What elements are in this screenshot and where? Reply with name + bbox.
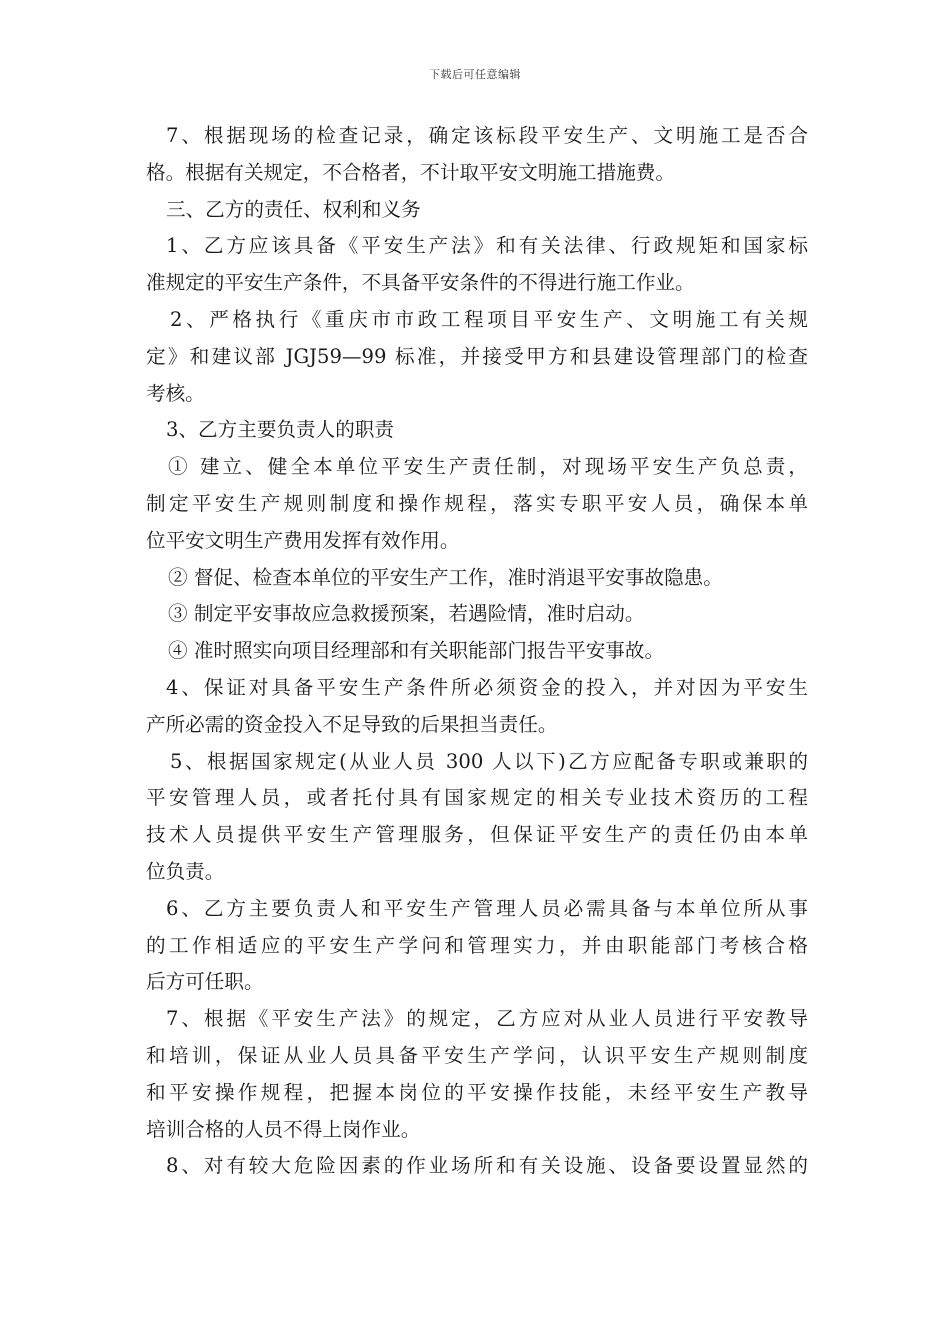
text-line: 制定平安生产规则制度和操作规程，落实专职平安人员，确保本单 bbox=[146, 491, 808, 515]
text-line: ④ 准时照实向项目经理部和有关职能部门报告平安事故。 bbox=[168, 639, 665, 663]
text-line: 的工作相适应的平安生产学问和管理实力，并由职能部门考核合格 bbox=[146, 933, 808, 957]
text-line: 4、保证对具备平安生产条件所必须资金的投入，并对因为平安生 bbox=[166, 675, 808, 699]
text-line: 后方可任职。 bbox=[146, 970, 264, 994]
text-line: 6、乙方主要负责人和平安生产管理人员必需具备与本单位所从事 bbox=[166, 896, 808, 920]
text-line: 准规定的平安生产条件，不具备平安条件的不得进行施工作业。 bbox=[146, 271, 695, 295]
text-line: 5、根据国家规定(从业人员 300 人以下)乙方应配备专职或兼职的 bbox=[170, 749, 808, 773]
page-header: 下载后可任意编辑 bbox=[429, 68, 521, 81]
text-line: 三、乙方的责任、权利和义务 bbox=[166, 197, 421, 221]
text-line: ② 督促、检查本单位的平安生产工作，准时消退平安事故隐患。 bbox=[168, 565, 723, 589]
text-line: 考核。 bbox=[146, 381, 205, 405]
text-line: 和平安操作规程，把握本岗位的平安操作技能，未经平安生产教导 bbox=[146, 1080, 808, 1104]
text-line: 7、根据《平安生产法》的规定，乙方应对从业人员进行平安教导 bbox=[166, 1007, 808, 1031]
text-line: 1、乙方应该具备《平安生产法》和有关法律、行政规矩和国家标 bbox=[166, 234, 808, 258]
text-line: 培训合格的人员不得上岗作业。 bbox=[146, 1117, 421, 1141]
text-line: 位平安文明生产费用发挥有效作用。 bbox=[146, 528, 460, 552]
document-body bbox=[146, 118, 808, 1185]
text-line: 7、根据现场的检查记录，确定该标段平安生产、文明施工是否合 bbox=[166, 124, 808, 147]
text-line: 格。根据有关规定，不合格者，不计取平安文明施工措施费。 bbox=[146, 160, 676, 184]
text-line: 2、严格执行《重庆市市政工程项目平安生产、文明施工有关规 bbox=[170, 307, 808, 331]
text-line: ① 建立、健全本单位平安生产责任制，对现场平安生产负总责， bbox=[168, 455, 808, 479]
text-line: 位负责。 bbox=[146, 859, 225, 883]
text-line: 和培训，保证从业人员具备平安生产学问，认识平安生产规则制度 bbox=[146, 1043, 808, 1067]
text-line: 产所必需的资金投入不足导致的后果担当责任。 bbox=[146, 712, 558, 736]
text-line: ③ 制定平安事故应急救援预案，若遇险情，准时启动。 bbox=[168, 602, 645, 626]
text-line: 8、对有较大危险因素的作业场所和有关设施、设备要设置显然的 bbox=[166, 1154, 808, 1178]
text-line: 3、乙方主要负责人的职责 bbox=[166, 418, 394, 442]
text-line: 定》和建议部 JGJ59—99 标准，并接受甲方和县建设管理部门的检查 bbox=[146, 344, 808, 368]
text-line: 技术人员提供平安生产管理服务，但保证平安生产的责任仍由本单 bbox=[146, 823, 808, 847]
text-line: 平安管理人员，或者托付具有国家规定的相关专业技术资历的工程 bbox=[146, 786, 808, 810]
